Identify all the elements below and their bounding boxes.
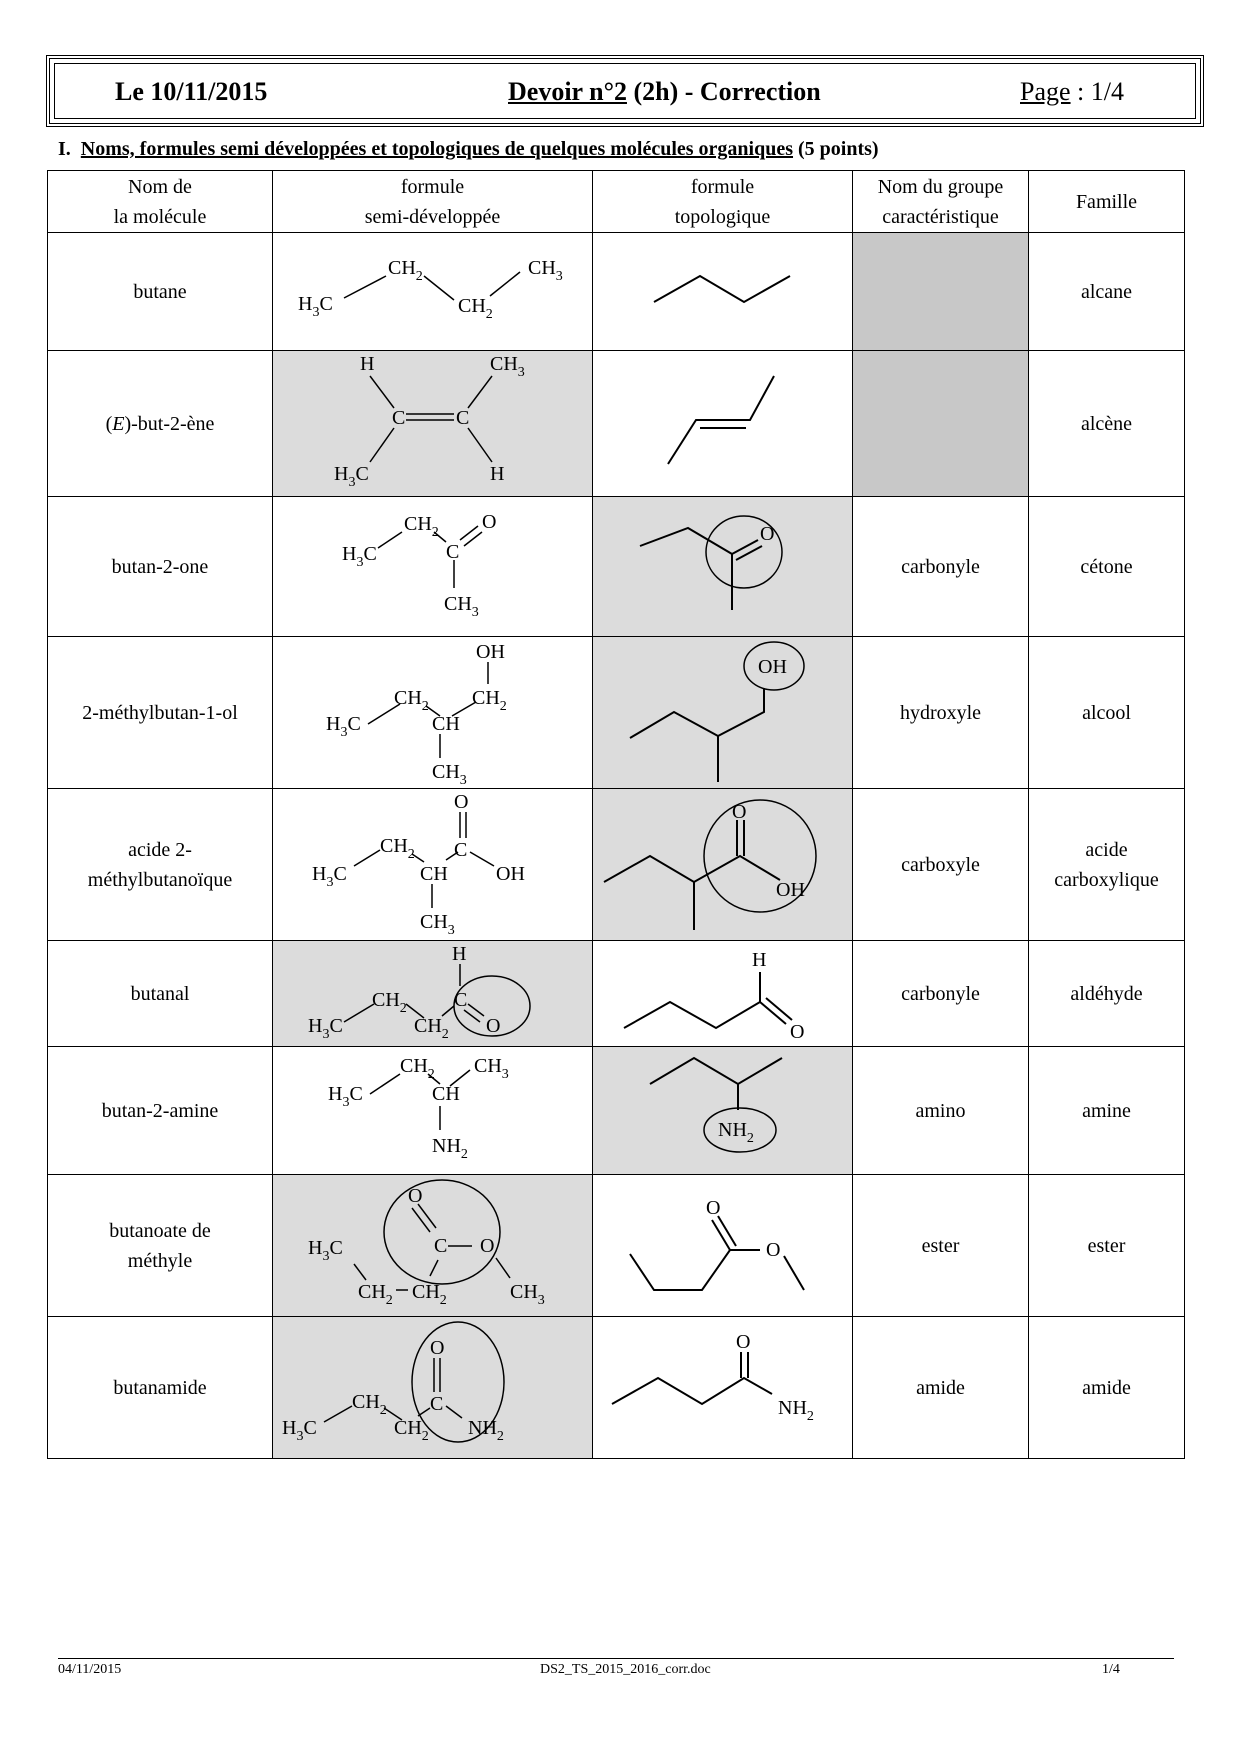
svg-text:O: O [485,1014,500,1037]
svg-text:O: O [765,1238,780,1261]
svg-text:H3C: $H_3C$ [307,1236,343,1264]
topo-formula [593,1047,853,1175]
svg-text:CH2: $CH_2$ [387,256,423,284]
svg-text:NH2: $NH_2$ [431,1134,468,1162]
semi-formula-butanone [274,498,592,636]
svg-text:C: C [429,1392,443,1415]
svg-text:C: C [453,988,467,1011]
svg-text:CH2: $CH_2$ [393,686,429,714]
molecule-name: butan-2-amine [48,1047,273,1175]
svg-text:O: O [759,522,774,545]
footer-date: 04/11/2015 [58,1662,122,1677]
table-row [48,1175,1185,1317]
svg-text:H3C: $H_3C$ [325,712,361,740]
table-row [48,351,1185,497]
svg-text:O: O [481,510,496,533]
svg-text:OH: OH [775,878,805,901]
group-name: amino [853,1047,1029,1175]
molecule-name: acide 2- méthylbutanoïque [48,789,273,941]
semi-formula-butanal [274,942,592,1046]
svg-text:CH2: $CH_2$ [471,686,507,714]
molecule-name: butanal [48,941,273,1047]
semi-formula [273,497,593,637]
semi-formula-butanamine [274,1048,592,1174]
svg-text:CH: CH [431,1082,460,1105]
molecule-name: butanamide [48,1317,273,1459]
family-name: alcane [1029,233,1185,351]
svg-text:C: C [455,406,469,429]
svg-text:CH2: $CH_2$ [399,1054,435,1082]
svg-text:O: O [479,1234,494,1257]
header-name: Nom de la molécule [48,171,273,233]
family-name: amide [1029,1317,1185,1459]
group-name [853,233,1029,351]
semi-formula [273,941,593,1047]
molecule-name: butane [48,233,273,351]
table-header-row [48,171,1185,233]
group-name: amide [853,1317,1029,1459]
svg-text:O: O [407,1184,422,1207]
header-topo: formule topologique [593,171,853,233]
header-group: Nom du groupe caractéristique [853,171,1029,233]
svg-text:OH: OH [495,862,525,885]
semi-formula [273,789,593,941]
group-name [853,351,1029,497]
semi-formula-butene [274,352,592,496]
topo-butanamide [594,1318,852,1458]
svg-text:NH2: $NH_2$ [717,1118,754,1146]
svg-text:H3C: $H_3C$ [341,542,377,570]
document-date: Le 10/11/2015 [115,77,268,106]
topo-formula [593,941,853,1047]
table-row [48,233,1185,351]
svg-text:O: O [429,1336,444,1359]
molecule-name: 2-méthylbutan-1-ol [48,637,273,789]
family-name: ester [1029,1175,1185,1317]
svg-text:CH3: $CH_3$ [419,910,455,938]
document-title: Devoir n°2 (2h) - Correction [508,77,821,106]
molecule-name: butanoate de méthyle [48,1175,273,1317]
svg-text:CH2: $CH_2$ [379,834,415,862]
topo-formula [593,1175,853,1317]
group-name: carbonyle [853,497,1029,637]
svg-text:CH: CH [419,862,448,885]
svg-text:CH3: $CH_3$ [431,760,467,788]
topo-butane [594,234,852,350]
svg-text:CH3: $CH_3$ [509,1280,545,1308]
molecule-name: butan-2-one [48,497,273,637]
header-family: Famille [1029,171,1185,233]
svg-text:H3C: $H_3C$ [327,1082,363,1110]
semi-formula-butanamide [274,1318,592,1458]
svg-text:CH2: $CH_2$ [413,1014,449,1042]
svg-text:H: H [359,352,374,375]
semi-formula [273,1047,593,1175]
svg-text:H3C: $H_3C$ [311,862,347,890]
topo-butene [594,352,852,496]
topo-formula [593,1317,853,1459]
svg-text:C: C [391,406,405,429]
svg-text:H: H [451,942,466,965]
svg-text:H: H [489,462,504,485]
topo-formula [593,497,853,637]
family-name: cétone [1029,497,1185,637]
svg-text:C: C [433,1234,447,1257]
svg-text:CH3: $CH_3$ [527,256,563,284]
topo-methylbutanoate [594,1176,852,1316]
svg-text:CH3: $CH_3$ [473,1054,509,1082]
svg-text:OH: OH [475,640,505,663]
svg-text:CH2: $CH_2$ [457,294,493,322]
semi-formula [273,233,593,351]
semi-formula [273,1317,593,1459]
group-name: ester [853,1175,1029,1317]
svg-text:H3C: $H_3C$ [307,1014,343,1042]
group-name: carbonyle [853,941,1029,1047]
svg-text:NH2: $NH_2$ [777,1396,814,1424]
table-row [48,1317,1185,1459]
footer-rule [58,1658,1174,1659]
group-name: carboxyle [853,789,1029,941]
svg-text:CH2: $CH_2$ [411,1280,447,1308]
svg-text:O: O [705,1196,720,1219]
semi-formula-methylbutanoic [274,790,592,940]
svg-text:C: C [453,838,467,861]
header-semi: formule semi-développée [273,171,593,233]
family-name: aldéhyde [1029,941,1185,1047]
semi-formula [273,1175,593,1317]
topo-formula [593,637,853,789]
table-row [48,497,1185,637]
molecule-name: (E)-but-2-ène [48,351,273,497]
topo-formula [593,233,853,351]
svg-text:H3C: $H_3C$ [333,462,369,490]
svg-text:CH2: $CH_2$ [351,1390,387,1418]
svg-text:CH2: $CH_2$ [403,512,439,540]
family-name: alcène [1029,351,1185,497]
semi-formula-butane [274,234,592,350]
semi-formula-methylbutanoate [274,1176,592,1316]
footer-page: 1/4 [1102,1662,1120,1677]
page-indicator: Page : 1/4 [1020,77,1124,106]
svg-text:O: O [735,1330,750,1353]
molecules-table [47,170,1185,1459]
svg-text:O: O [789,1020,804,1043]
svg-text:H: H [751,948,766,971]
svg-text:O: O [731,800,746,823]
svg-text:CH3: $CH_3$ [489,352,525,380]
footer-filename: DS2_TS_2015_2016_corr.doc [540,1662,711,1677]
group-name: hydroxyle [853,637,1029,789]
svg-text:O: O [453,790,468,813]
topo-formula [593,789,853,941]
svg-text:H3C: $H_3C$ [281,1416,317,1444]
table-row [48,789,1185,941]
table-row [48,1047,1185,1175]
family-name: acide carboxylique [1029,789,1185,941]
svg-text:OH: OH [757,655,787,678]
svg-text:CH2: $CH_2$ [371,988,407,1016]
semi-formula [273,637,593,789]
family-name: alcool [1029,637,1185,789]
svg-text:NH2: $NH_2$ [467,1416,504,1444]
topo-methylbutanoic [594,790,852,940]
semi-formula-methylbutanol [274,638,592,788]
semi-formula [273,351,593,497]
svg-text:H3C: $H_3C$ [297,292,333,320]
svg-text:CH2: $CH_2$ [357,1280,393,1308]
table-row [48,637,1185,789]
svg-text:CH: CH [431,712,460,735]
family-name: amine [1029,1047,1185,1175]
section-heading: I. Noms, formules semi développées et topologiques de quelques molécules organiques (5 points) [58,138,879,160]
topo-butanamine [594,1048,852,1174]
topo-butanone [594,498,852,636]
svg-text:CH3: $CH_3$ [443,592,479,620]
svg-text:C: C [445,540,459,563]
svg-text:CH2: $CH_2$ [393,1416,429,1444]
table-row [48,941,1185,1047]
topo-butanal [594,942,852,1046]
topo-methylbutanol [594,638,852,788]
topo-formula [593,351,853,497]
